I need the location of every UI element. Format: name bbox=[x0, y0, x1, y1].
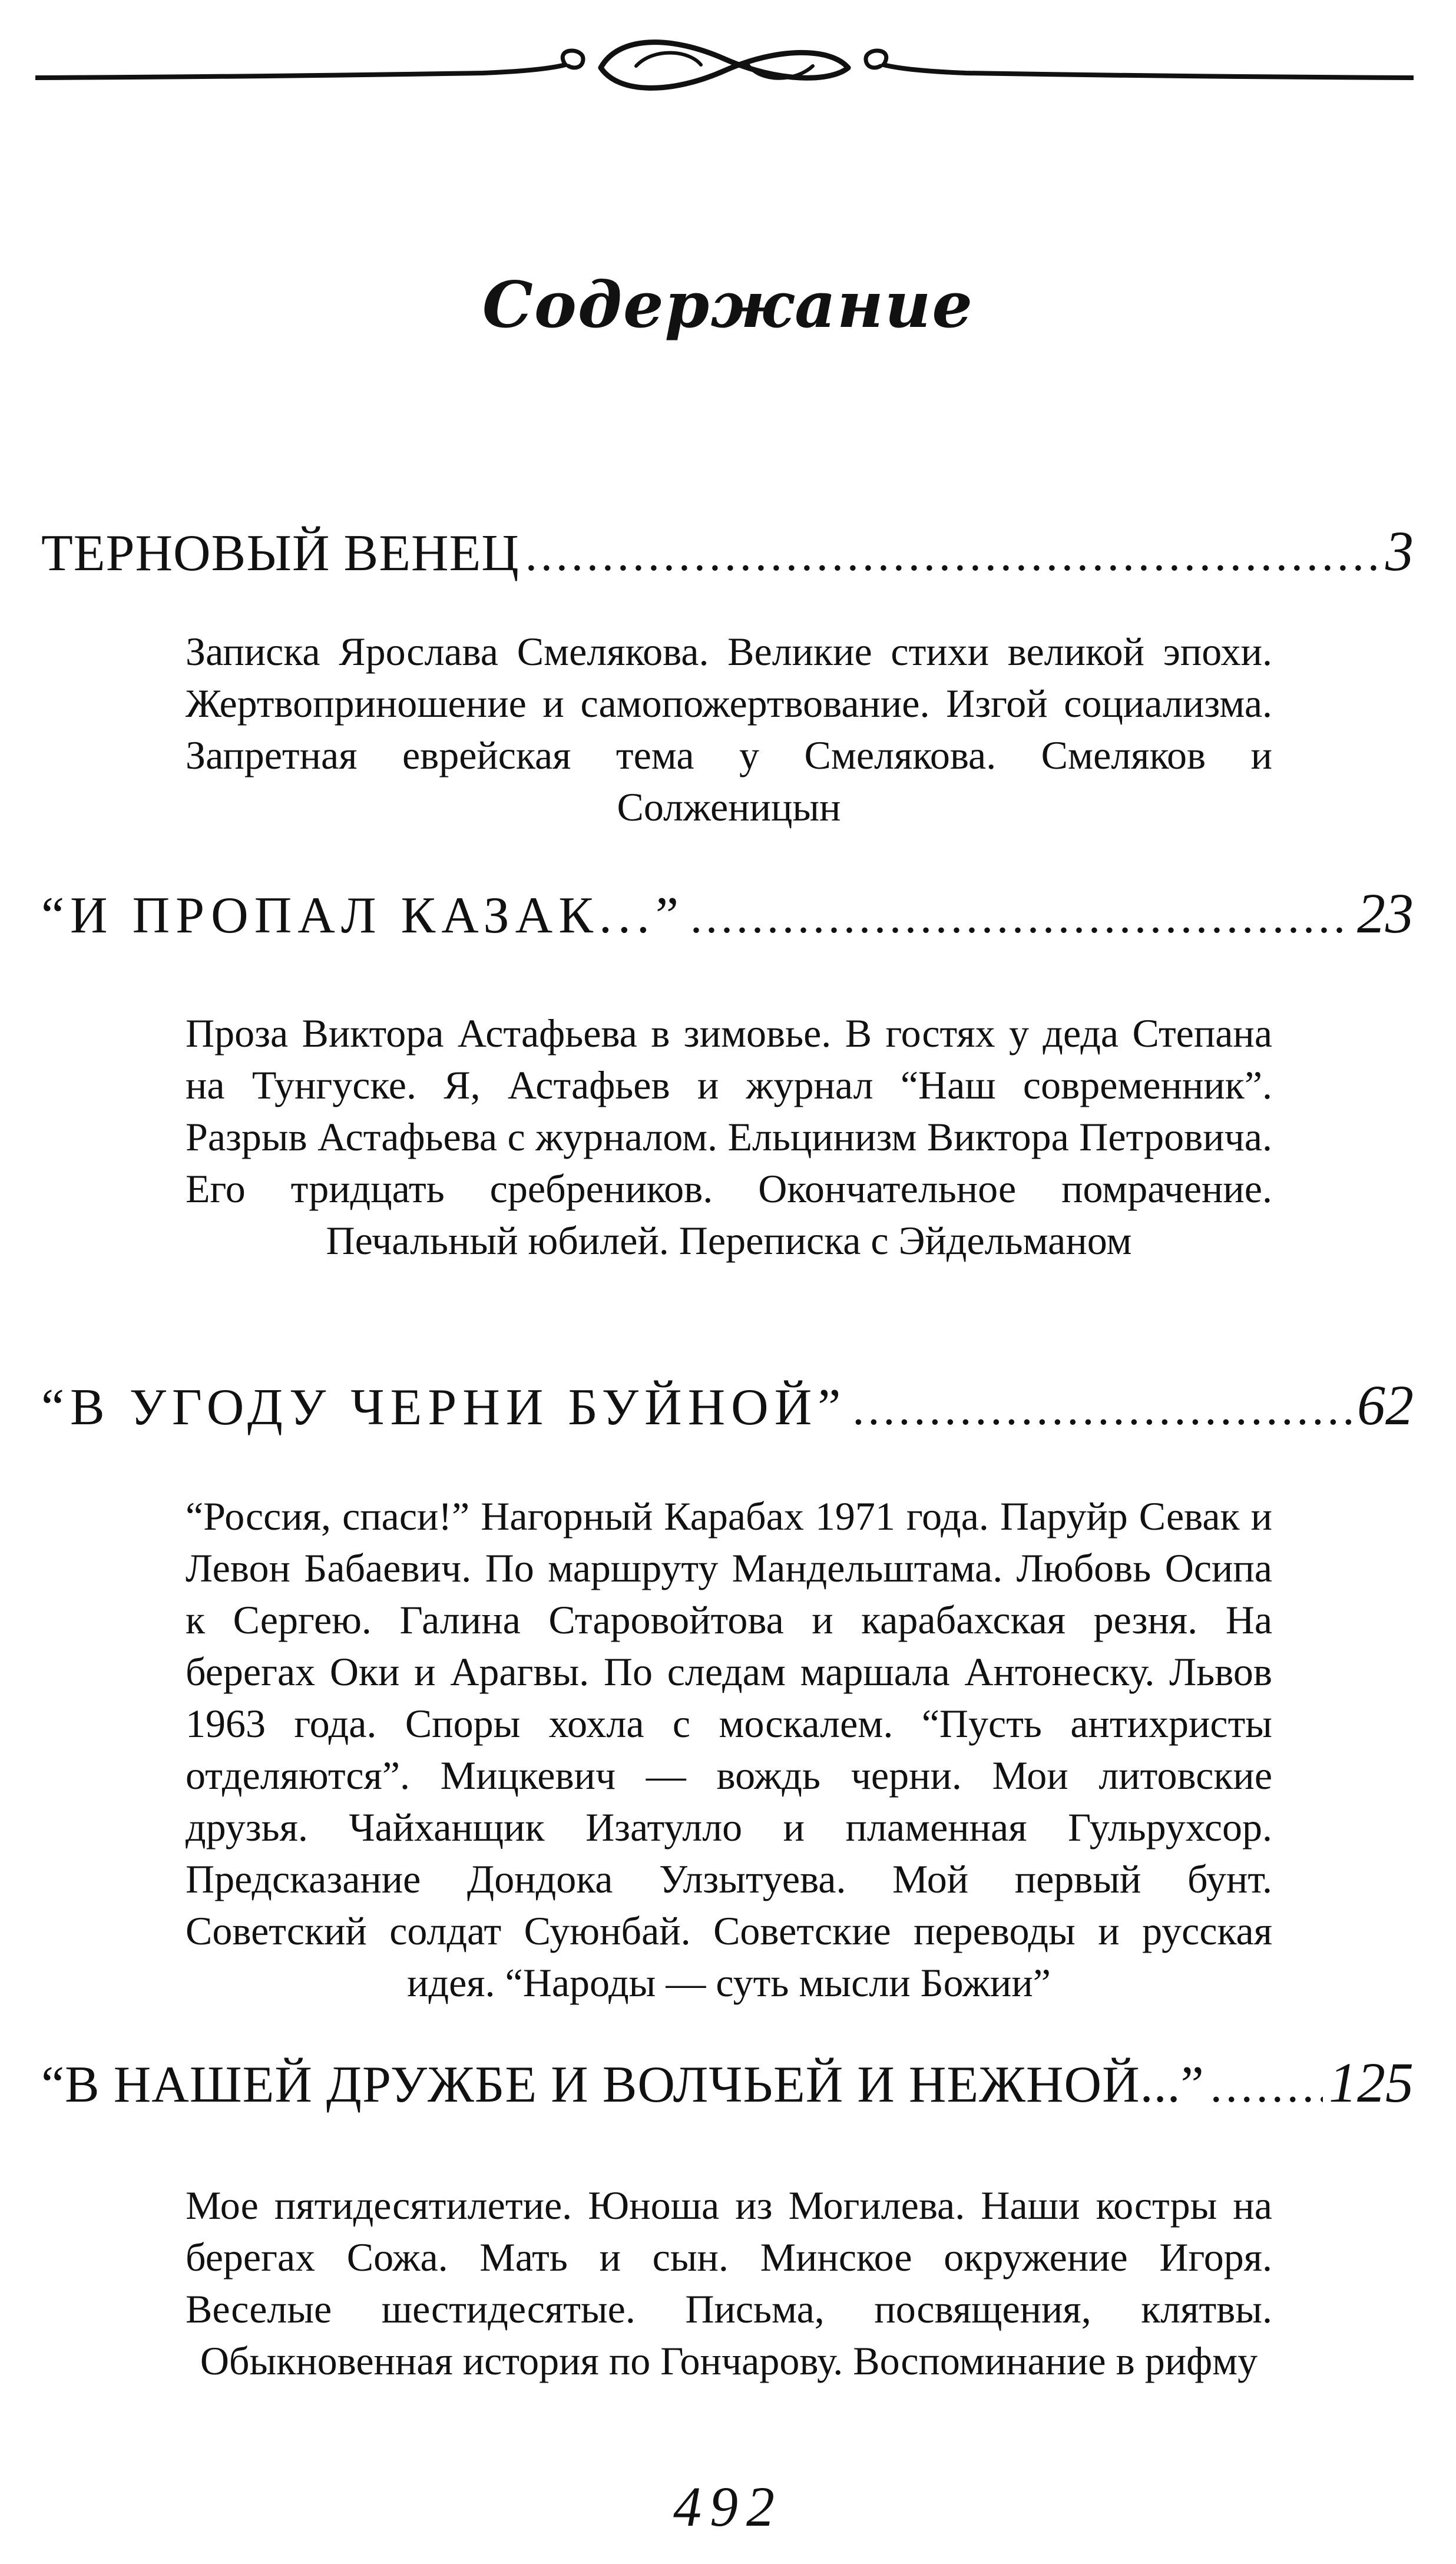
page-number: 62 bbox=[1357, 1374, 1414, 1437]
toc-entry-heading[interactable] bbox=[41, 2050, 1414, 2115]
dot-leader bbox=[852, 1382, 1351, 1436]
entry-title: ТЕРНОВЫЙ ВЕНЕЦ bbox=[41, 525, 519, 582]
entry-description: “Россия, спаси!” Нагорный Карабах 1971 года. Паруйр Севак и Левон Бабаевич. По маршруту Мандельштама. Любовь Осипа к Сергею. Галина Старовойтова и карабахская резня. На берегах Оки и Арагвы. По следам маршала Антонеску. Львов 1963 года. Споры хохла с москалем. “Пусть антихристы отделяются”. Мицкевич — вождь черни. Мои литовские друзья. Чайханщик Изатулло и пламенная Гульрухсор. Предсказание Дондока Улзытуева. Мой первый бунт. Советский солдат Суюнбай. Советские переводы и русская идея. “Народы — суть мысли Божии” bbox=[186, 1494, 1272, 2005]
toc-entry-heading[interactable] bbox=[41, 518, 1414, 584]
entry-description: Мое пятидесятилетие. Юноша из Могилева. Наши костры на берегах Сожа. Мать и сын. Минское окружение Игоря. Веселые шестидесятые. Письма, посвящения, клятвы. Обыкновенная история по Гончарову. Воспоминание в рифму bbox=[186, 2183, 1272, 2383]
decorative-divider-ornament bbox=[35, 24, 1414, 112]
page-folio-number: 492 bbox=[673, 2475, 783, 2538]
entry-title: “В УГОДУ ЧЕРНИ БУЙНОЙ” bbox=[41, 1379, 847, 1436]
toc-entry-heading[interactable] bbox=[41, 881, 1414, 946]
entry-description: Записка Ярослава Смелякова. Великие стихи великой эпохи. Жертвоприношение и самопожертвование. Изгой социализма. Запретная еврейская тема у Смелякова. Смеляков и Солженицын bbox=[186, 629, 1272, 829]
dot-leader bbox=[525, 528, 1379, 582]
entry-title: “В НАШЕЙ ДРУЖБЕ И ВОЛЧЬЕЙ И НЕЖНОЙ...” bbox=[41, 2056, 1204, 2113]
toc-entry-heading[interactable] bbox=[41, 1372, 1414, 1438]
dot-leader bbox=[1210, 2060, 1323, 2113]
page-number: 3 bbox=[1385, 520, 1414, 583]
page-number: 125 bbox=[1329, 2051, 1414, 2114]
dot-leader bbox=[690, 891, 1351, 944]
page-title: Содержание bbox=[482, 268, 974, 342]
entry-title: “И ПРОПАЛ КАЗАК...” bbox=[41, 887, 684, 944]
page-number: 23 bbox=[1357, 882, 1414, 945]
entry-description: Проза Виктора Астафьева в зимовье. В гостях у деда Степана на Тунгуске. Я, Астафьев и журнал “Наш современник”. Разрыв Астафьева с журналом. Ельцинизм Виктора Петровича. Его тридцать сребреников. Окончательное помрачение. Печальный юбилей. Переписка с Эйдельманом bbox=[186, 1011, 1272, 1263]
